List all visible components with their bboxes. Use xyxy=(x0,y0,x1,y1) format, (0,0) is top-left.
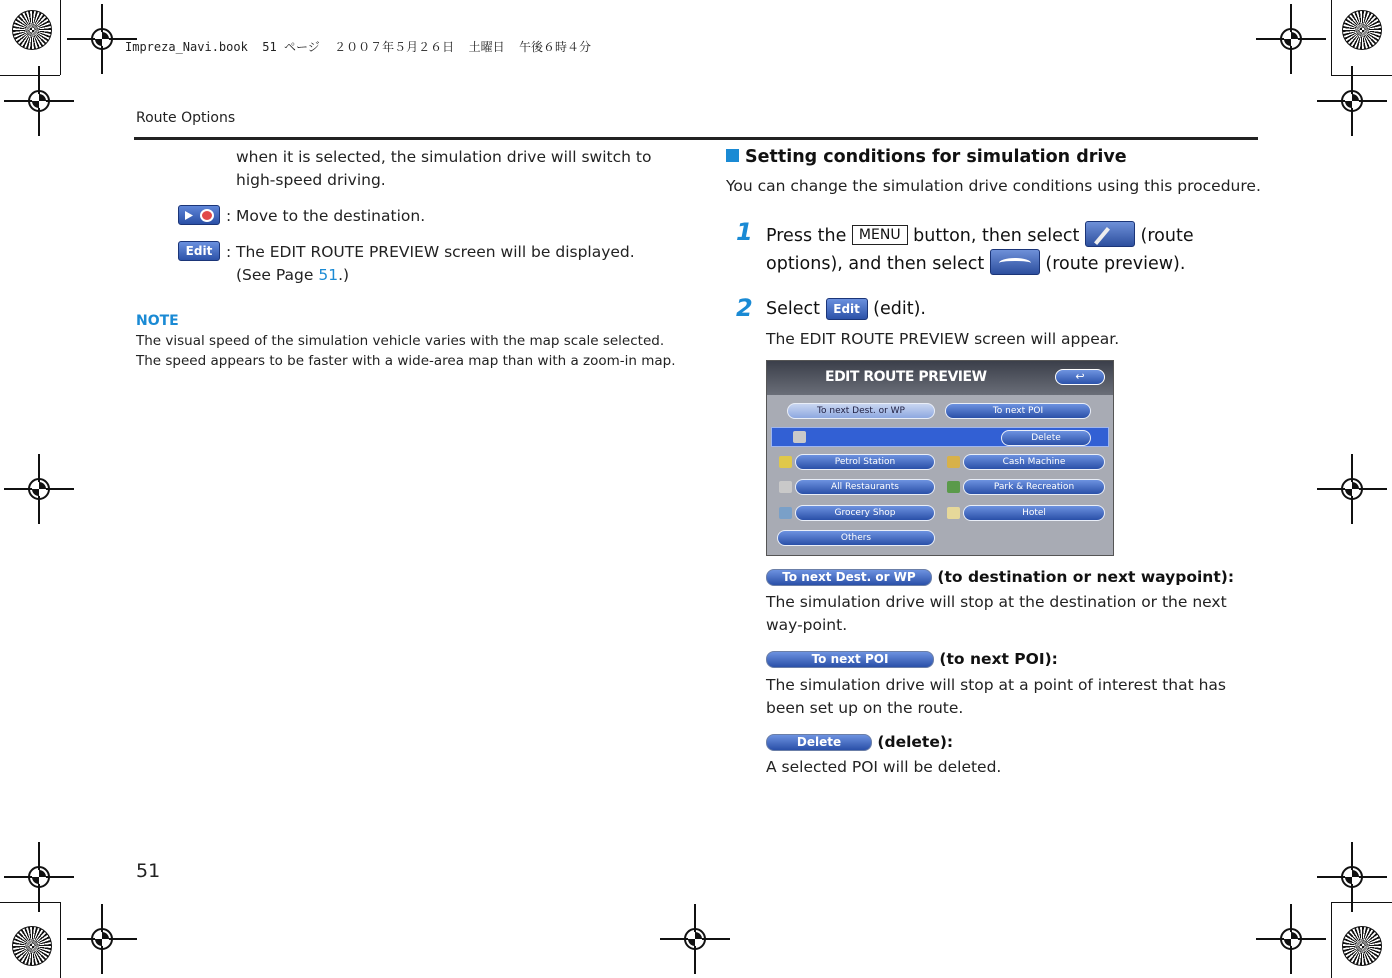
crosshair-mark xyxy=(680,924,710,954)
petrol-icon xyxy=(779,456,792,468)
step-1-text: Press the MENU button, then select (route options), and then select (route preview). xyxy=(766,221,1246,277)
screen-to-next-poi-button: To next POI xyxy=(945,403,1091,419)
screen-category-button: All Restaurants xyxy=(795,479,935,495)
grocery-icon xyxy=(779,507,792,519)
crop-line xyxy=(1331,75,1392,76)
edit-route-preview-screenshot xyxy=(766,360,1114,556)
section-intro: You can change the simulation drive conditions using this procedure. xyxy=(726,177,1261,195)
screen-delete-button: Delete xyxy=(1001,430,1091,446)
route-preview-icon xyxy=(990,249,1040,275)
registration-starburst-bottom-right xyxy=(1342,926,1382,966)
edit-button-icon: Edit xyxy=(826,298,868,320)
running-head: Route Options xyxy=(136,110,236,126)
crosshair-mark xyxy=(24,474,54,504)
edit-button-icon: Edit xyxy=(178,241,220,261)
page-link[interactable]: 51 xyxy=(318,266,339,284)
crop-line xyxy=(1331,0,1332,75)
registration-starburst-top-right xyxy=(1342,10,1382,50)
hotel-icon xyxy=(947,507,960,519)
to-next-poi-button-icon: To next POI xyxy=(766,651,934,668)
crosshair-mark xyxy=(1337,862,1367,892)
step-2-text: Select Edit (edit). xyxy=(766,299,926,319)
crosshair-mark xyxy=(1276,924,1306,954)
crop-line xyxy=(60,0,61,75)
crosshair-mark xyxy=(87,924,117,954)
delete-button-icon: Delete xyxy=(766,734,872,751)
crop-line xyxy=(1331,902,1332,978)
step-number: 1 xyxy=(736,218,753,246)
registration-starburst-bottom-left xyxy=(12,926,52,966)
screen-title: EDIT ROUTE PREVIEW xyxy=(825,369,987,385)
move-to-destination-button-icon xyxy=(178,205,220,225)
screen-category-button: Hotel xyxy=(963,505,1105,521)
to-next-dest-button-icon: To next Dest. or WP xyxy=(766,569,932,586)
crop-line xyxy=(0,75,60,76)
description-to-next-dest: To next Dest. or WP (to destination or next waypoint): xyxy=(766,568,1234,586)
crosshair-mark xyxy=(24,86,54,116)
section-title: Setting conditions for simulation drive xyxy=(726,147,1127,167)
restaurant-icon xyxy=(779,481,792,493)
crosshair-mark xyxy=(1337,86,1367,116)
description-to-next-poi: To next POI (to next POI): xyxy=(766,650,1058,668)
restaurant-icon xyxy=(793,431,806,443)
print-metadata: Impreza_Navi.book 51 ページ ２００７年５月２６日 土曜日 午後６時４分 xyxy=(125,40,592,54)
route-options-icon xyxy=(1085,221,1135,247)
screen-category-button: Cash Machine xyxy=(963,454,1105,470)
crosshair-mark xyxy=(24,862,54,892)
crosshair-mark xyxy=(1337,474,1367,504)
crosshair-mark xyxy=(1276,24,1306,54)
section-square-icon xyxy=(726,149,739,162)
registration-starburst-top-left xyxy=(12,10,52,50)
step-number: 2 xyxy=(736,294,753,322)
description-delete: Delete (delete): xyxy=(766,733,953,751)
description-text: The simulation drive will stop at the destination or the next way-point. xyxy=(766,593,1227,634)
crop-line xyxy=(0,902,60,903)
crosshair-mark xyxy=(87,24,117,54)
cash-icon xyxy=(947,456,960,468)
screen-category-button: Others xyxy=(777,530,935,546)
crop-line xyxy=(60,902,61,978)
menu-key: MENU xyxy=(852,225,908,245)
screen-category-button: Petrol Station xyxy=(795,454,935,470)
note-text: The visual speed of the simulation vehicle varies with the map scale selected. The speed appears to be faster with a wide-area map than with a zoom-in map. xyxy=(136,333,676,369)
description-text: A selected POI will be deleted. xyxy=(766,758,1002,776)
back-icon: ↩ xyxy=(1055,369,1105,385)
description-text: The simulation drive will stop at a point of interest that has been set up on the route. xyxy=(766,676,1227,717)
page-number: 51 xyxy=(136,860,161,882)
park-icon xyxy=(947,481,960,493)
step-2-result: The EDIT ROUTE PREVIEW screen will appear. xyxy=(766,330,1120,348)
note-heading: NOTE xyxy=(136,313,179,329)
screen-category-button: Park & Recreation xyxy=(963,479,1105,495)
screen-category-button: Grocery Shop xyxy=(795,505,935,521)
crop-line xyxy=(1331,902,1392,903)
header-rule xyxy=(134,137,1258,140)
screen-to-next-dest-button: To next Dest. or WP xyxy=(787,403,935,419)
